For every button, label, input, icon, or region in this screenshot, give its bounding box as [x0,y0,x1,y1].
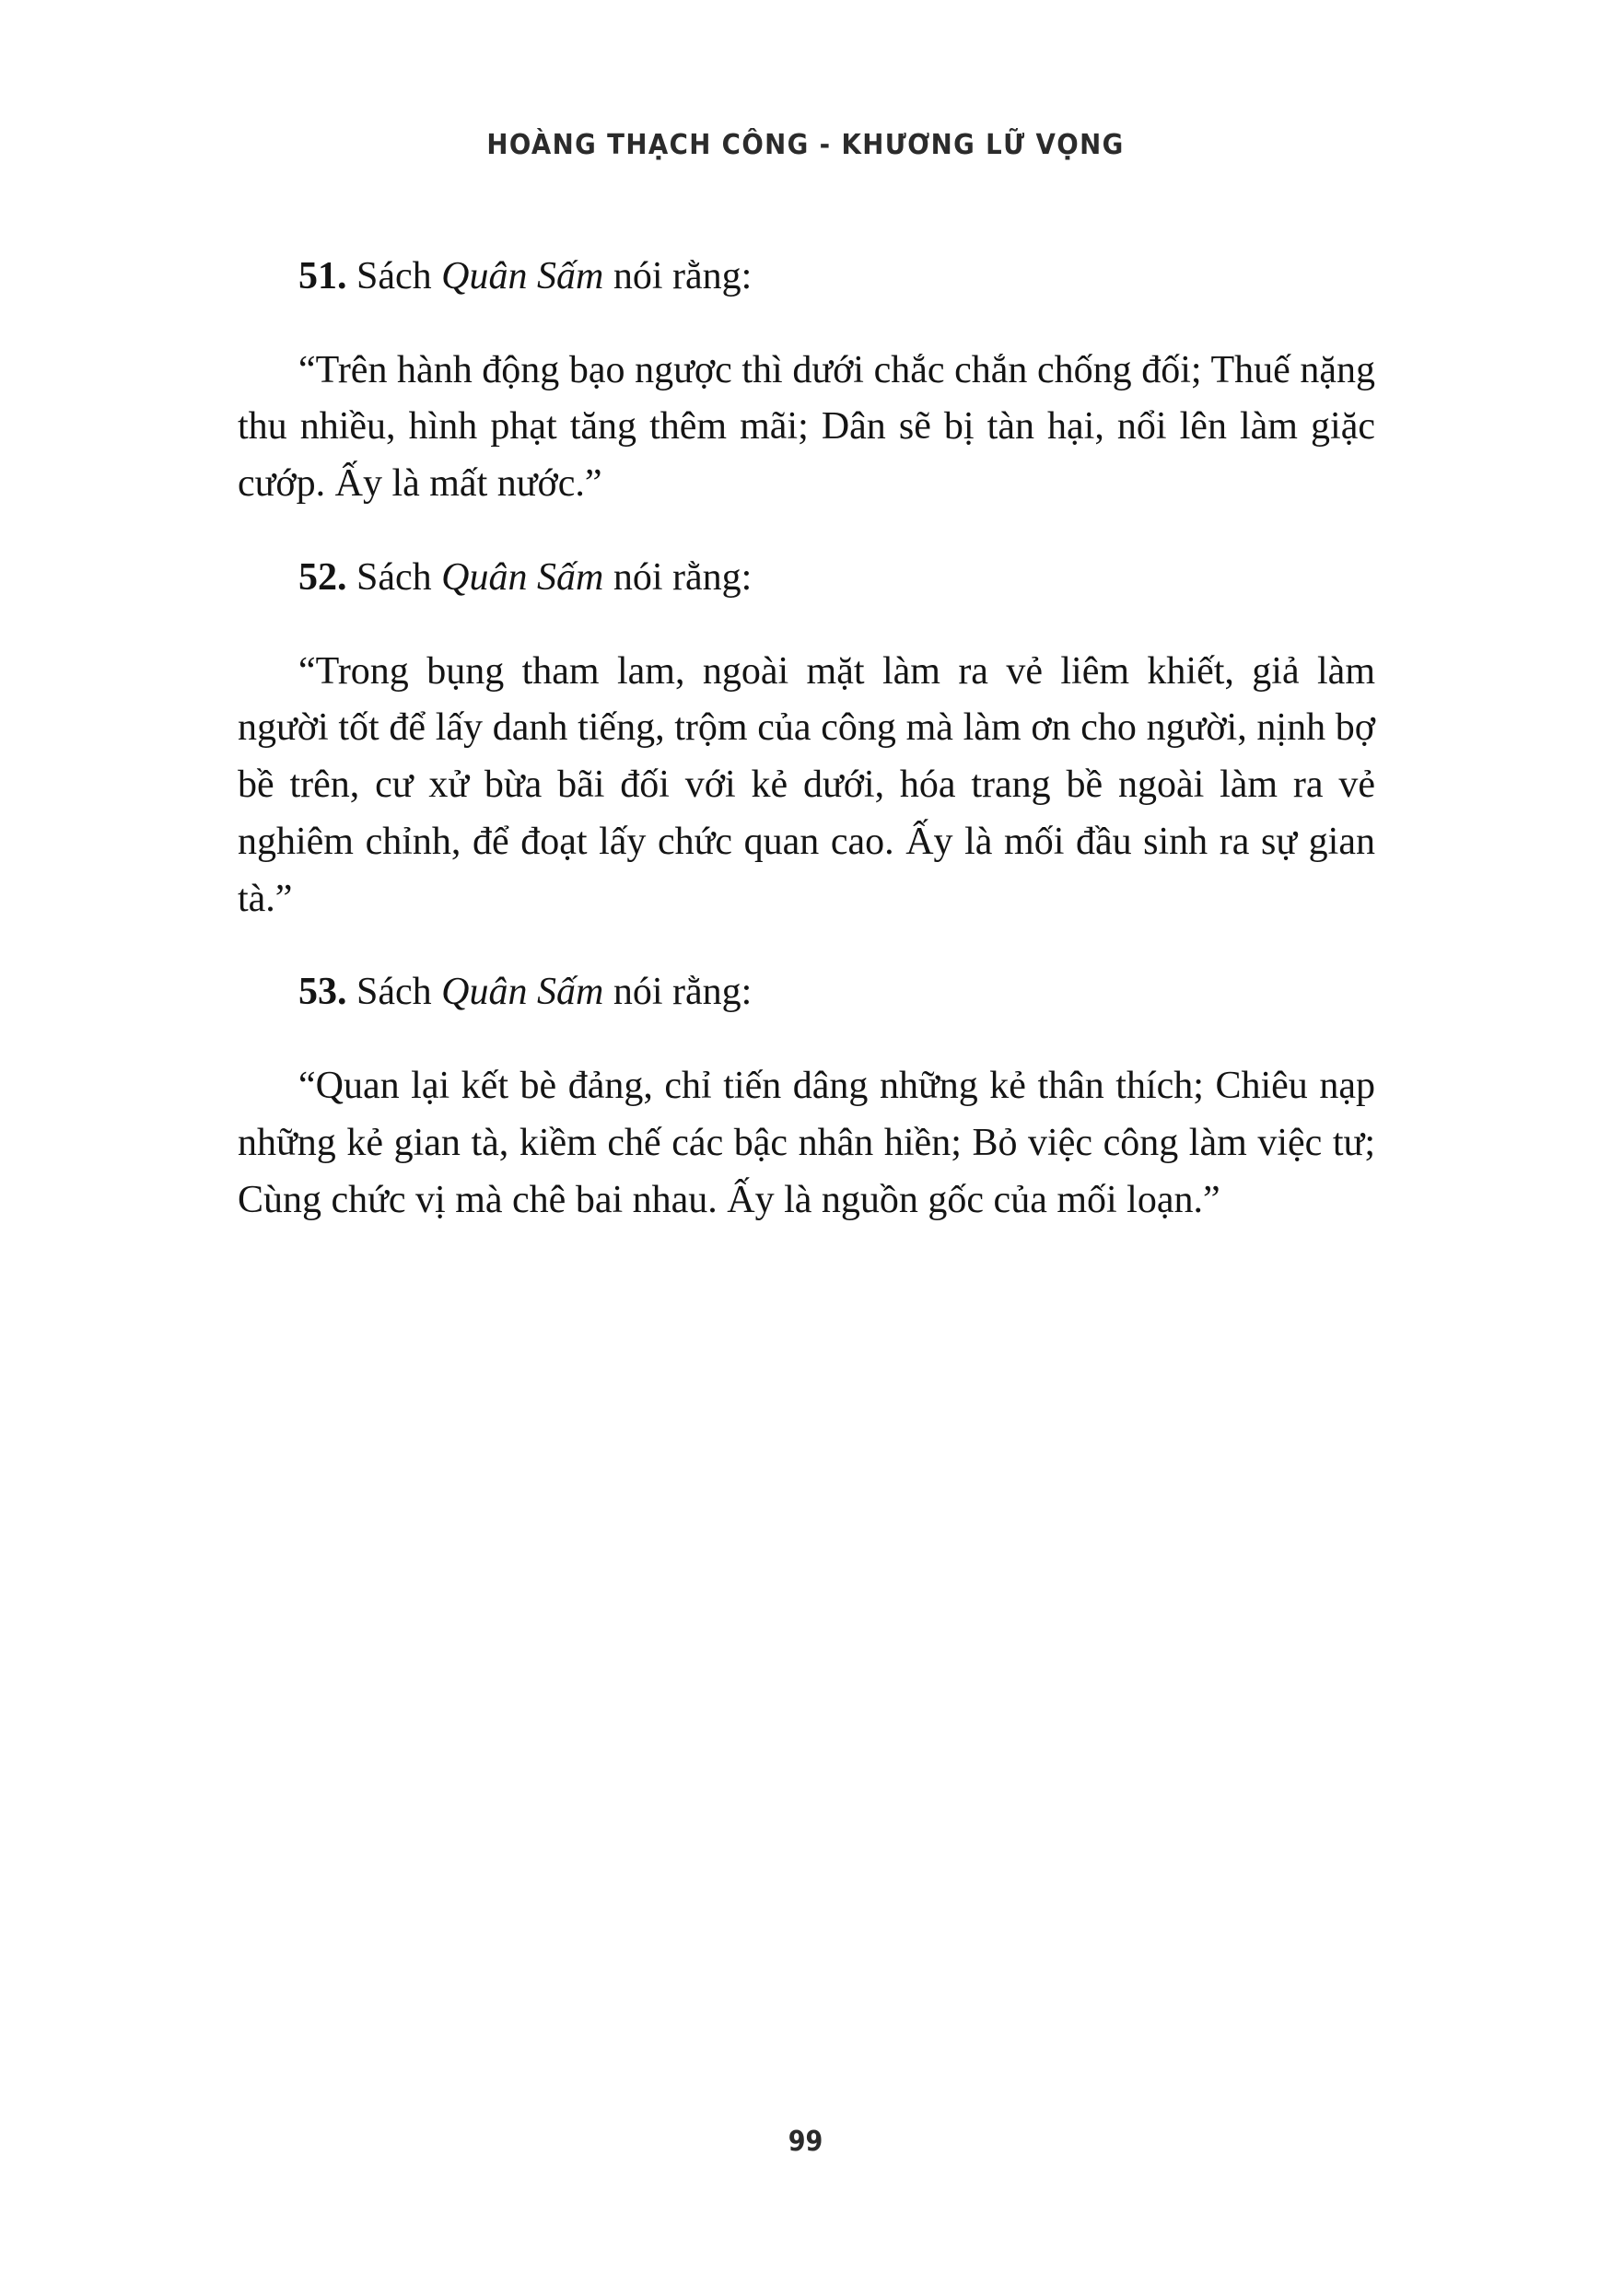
entry-intro-before-51: Sách [346,255,442,297]
book-title-51: Quân Sấm [441,255,604,297]
page-number: 99 [788,2126,823,2158]
entry-intro-after-53: nói rằng: [603,971,753,1014]
entry-number-51: 51. [298,255,347,297]
running-header: HOÀNG THẠCH CÔNG - KHƯƠNG LỮ VỌNG [486,129,1125,161]
entry-heading-53 [238,964,1375,1021]
entry-intro-after-52: nói rằng: [603,555,753,599]
entry-number-53: 53. [298,971,347,1014]
entry-intro-after-51: nói rằng: [603,255,753,297]
entry-quote-51: “Trên hành động bạo ngược thì dưới chắc chắn chống đối; Thuế nặng thu nhiều, hình phạt tăng thêm mãi; Dân sẽ bị tàn hại, nổi lên làm giặc cướp. Ấy là mất nước.” [238,348,1375,506]
entry-intro-before-53: Sách [346,971,442,1014]
book-title-53: Quân Sấm [441,971,604,1014]
entry-heading-51 [238,249,1375,306]
entry-number-52: 52. [298,555,347,599]
entry-intro-before-52: Sách [346,555,442,599]
entry-heading-52 [238,550,1375,607]
book-title-52: Quân Sấm [441,555,604,599]
entry-quote-52: “Trong bụng tham lam, ngoài mặt làm ra vẻ liêm khiết, giả làm người tốt để lấy danh tiếng, trộm của công mà làm ơn cho người, nịnh bợ bề trên, cư xử bừa bãi đối với kẻ dưới, hóa trang bề ngoài làm ra vẻ nghiêm chỉnh, để đoạt lấy chức quan cao. Ấy là mối đầu sinh ra sự gian tà.” [238,649,1375,920]
entry-quote-53: “Quan lại kết bè đảng, chỉ tiến dâng những kẻ thân thích; Chiêu nạp những kẻ gian tà, kiềm chế các bậc nhân hiền; Bỏ việc công làm việc tư; Cùng chức vị mà chê bai nhau. Ấy là nguồn gốc của mối loạn.” [238,1065,1375,1221]
page-body [238,249,1375,1229]
